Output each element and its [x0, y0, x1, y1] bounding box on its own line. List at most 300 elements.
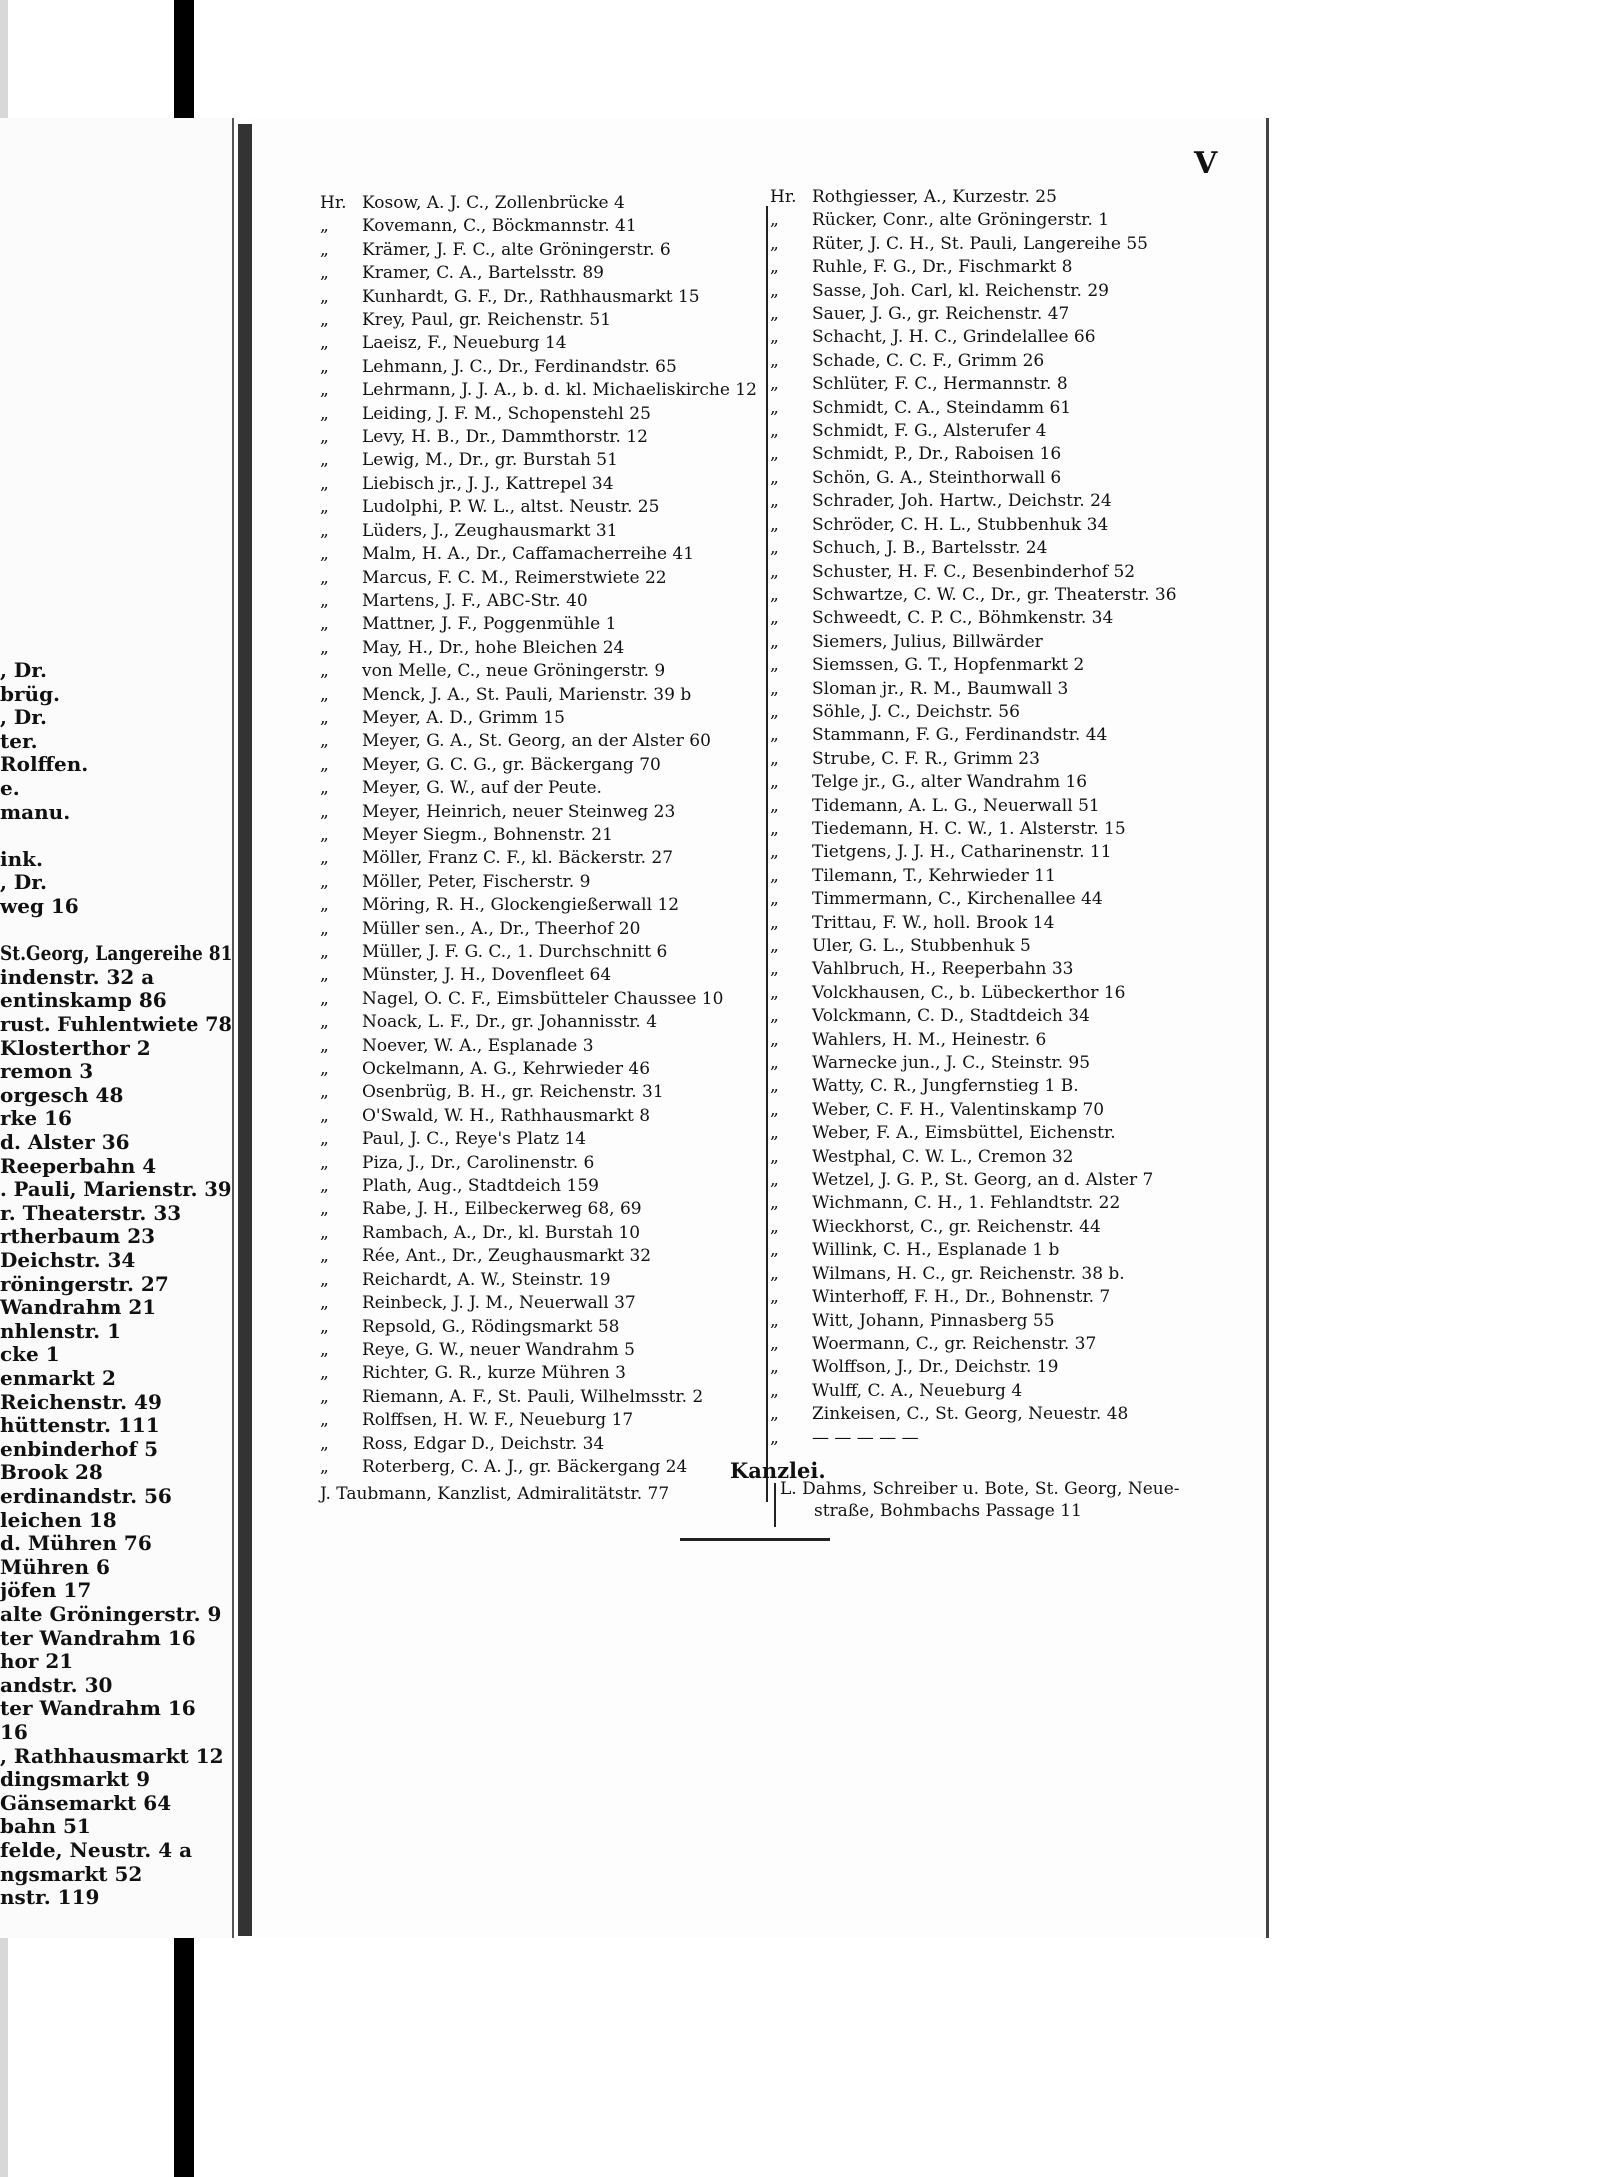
entry-text: Tietgens, J. J. H., Catharinenstr. 11 [812, 842, 1112, 863]
column-divider [766, 206, 768, 1502]
directory-entry [770, 1169, 1470, 1192]
entry-text: Reye, G. W., neuer Wandrahm 5 [362, 1339, 635, 1360]
previous-page-line: Mühren 6 [0, 1554, 110, 1579]
entry-prefix: „ [320, 731, 329, 752]
previous-page-fragment [0, 118, 234, 1938]
directory-entry [770, 1099, 1470, 1122]
previous-page-line: ink. [0, 846, 43, 871]
entry-prefix: „ [320, 590, 329, 611]
previous-page-line: . Pauli, Marienstr. 39 [0, 1177, 232, 1202]
entry-prefix: „ [320, 637, 329, 658]
directory-column-right [770, 186, 1470, 1450]
entry-text: Strube, C. F. R., Grimm 23 [812, 748, 1040, 769]
directory-entry [770, 1146, 1470, 1169]
directory-entry [770, 256, 1470, 279]
entry-text: Repsold, G., Rödingsmarkt 58 [362, 1316, 620, 1337]
previous-page-line: rke 16 [0, 1106, 72, 1131]
entry-prefix: „ [770, 795, 779, 816]
previous-page-line: felde, Neustr. 4 a [0, 1838, 193, 1862]
entry-text: Krämer, J. F. C., alte Gröningerstr. 6 [362, 239, 671, 260]
entry-text: Wilmans, H. C., gr. Reichenstr. 38 b. [812, 1263, 1125, 1284]
entry-text: Wolffson, J., Dr., Deichstr. 19 [812, 1357, 1059, 1378]
entry-prefix: „ [320, 1386, 329, 1407]
entry-text: Warnecke jun., J. C., Steinstr. 95 [812, 1053, 1091, 1074]
entry-prefix: „ [320, 356, 329, 377]
entry-text: Volckmann, C. D., Stadtdeich 34 [812, 1006, 1090, 1027]
previous-page-line: Reichenstr. 49 [0, 1389, 162, 1414]
directory-entry [770, 1005, 1470, 1028]
entry-prefix: „ [770, 561, 779, 582]
entry-prefix: „ [770, 1404, 779, 1425]
entry-text: Schröder, C. H. L., Stubbenhuk 34 [812, 514, 1109, 535]
entry-text: Möller, Peter, Fischerstr. 9 [362, 871, 591, 892]
entry-prefix: „ [320, 1059, 329, 1080]
directory-entry [770, 1310, 1470, 1333]
previous-page-line: cke 1 [0, 1342, 60, 1367]
entry-prefix: „ [770, 1006, 779, 1027]
entry-text: — — — — — [812, 1427, 919, 1448]
kanzlei-entry-right-line1: L. Dahms, Schreiber u. Bote, St. Georg, Neue- [780, 1479, 1180, 1499]
entry-prefix: „ [770, 982, 779, 1003]
entry-prefix: „ [320, 1433, 329, 1454]
kanzlei-entry-left: J. Taubmann, Kanzlist, Admiralitätstr. 77 [320, 1484, 670, 1504]
entry-text: Reinbeck, J. J. M., Neuerwall 37 [362, 1293, 636, 1314]
entry-prefix: „ [320, 1456, 329, 1477]
directory-entry [770, 654, 1470, 677]
entry-prefix: „ [770, 397, 779, 418]
entry-prefix: „ [320, 333, 329, 354]
previous-page-line: röningerstr. 27 [0, 1271, 169, 1296]
directory-entry [770, 771, 1470, 794]
entry-text: Westphal, C. W. L., Cremon 32 [812, 1146, 1074, 1167]
entry-prefix: „ [770, 842, 779, 863]
entry-text: Piza, J., Dr., Carolinenstr. 6 [362, 1152, 595, 1173]
previous-page-line: Wandrahm 21 [0, 1295, 157, 1320]
entry-prefix: „ [770, 1123, 779, 1144]
previous-page-line: brüg. [0, 681, 61, 706]
entry-text: Tidemann, A. L. G., Neuerwall 51 [812, 795, 1100, 816]
directory-entry [770, 865, 1470, 888]
entry-prefix: „ [770, 1216, 779, 1237]
previous-page-line: entinskamp 86 [0, 988, 167, 1013]
directory-entry [770, 1427, 1470, 1450]
binding-bar-top [174, 0, 194, 124]
entry-prefix: „ [320, 1316, 329, 1337]
previous-page-line: e. [0, 776, 20, 800]
entry-text: Marcus, F. C. M., Reimerstwiete 22 [362, 567, 667, 588]
directory-entry [770, 584, 1470, 607]
entry-prefix: „ [770, 1380, 779, 1401]
directory-entry [770, 912, 1470, 935]
entry-text: Meyer, G. A., St. Georg, an der Alster 60 [362, 731, 711, 752]
entry-prefix: „ [320, 1035, 329, 1056]
directory-entry [770, 982, 1470, 1005]
entry-prefix: „ [320, 520, 329, 541]
previous-page-line: erdinandstr. 56 [0, 1484, 172, 1508]
entry-prefix: „ [320, 450, 329, 471]
entry-text: Plath, Aug., Stadtdeich 159 [362, 1176, 599, 1197]
directory-entry [770, 1122, 1470, 1145]
previous-page-line: , Dr. [0, 658, 47, 682]
previous-page-line: St.Georg, Langereihe 81 [0, 941, 233, 966]
directory-entry [770, 724, 1470, 747]
entry-prefix: „ [320, 1129, 329, 1150]
entry-prefix: „ [320, 661, 329, 682]
entry-prefix: „ [770, 1099, 779, 1120]
directory-entry [770, 514, 1470, 537]
previous-page-line: , Rathhausmarkt 12 [0, 1743, 224, 1768]
entry-text: Sasse, Joh. Carl, kl. Reichenstr. 29 [812, 280, 1109, 301]
directory-entry [770, 607, 1470, 630]
entry-prefix: „ [320, 1152, 329, 1173]
entry-text: Mattner, J. F., Poggenmühle 1 [362, 614, 617, 635]
entry-text: Kosow, A. J. C., Zollenbrücke 4 [362, 193, 625, 213]
entry-prefix: „ [770, 701, 779, 722]
directory-entry [770, 678, 1470, 701]
entry-prefix: „ [770, 959, 779, 980]
directory-entry [770, 373, 1470, 396]
entry-text: Wulff, C. A., Neueburg 4 [812, 1380, 1023, 1401]
directory-entry [770, 233, 1470, 256]
entry-text: Volckhausen, C., b. Lübeckerthor 16 [812, 982, 1126, 1003]
entry-text: Menck, J. A., St. Pauli, Marienstr. 39 b [362, 684, 692, 705]
previous-page-line: Gänsemarkt 64 [0, 1790, 172, 1815]
entry-text: Müller sen., A., Dr., Theerhof 20 [362, 918, 641, 939]
entry-text: Nagel, O. C. F., Eimsbütteler Chaussee 10 [362, 988, 724, 1009]
entry-text: Ruhle, F. G., Dr., Fischmarkt 8 [812, 257, 1073, 278]
entry-text: Timmermann, C., Kirchenallee 44 [812, 889, 1103, 910]
entry-prefix: „ [320, 707, 329, 728]
entry-prefix: „ [320, 216, 329, 237]
entry-text: Paul, J. C., Reye's Platz 14 [362, 1129, 587, 1150]
entry-prefix: „ [770, 912, 779, 933]
entry-prefix: „ [320, 1105, 329, 1126]
entry-text: Rücker, Conr., alte Gröningerstr. 1 [812, 210, 1110, 231]
entry-text: Tilemann, T., Kehrwieder 11 [812, 865, 1056, 886]
entry-text: Telge jr., G., alter Wandrahm 16 [812, 772, 1088, 793]
entry-text: Riemann, A. F., St. Pauli, Wilhelmsstr. 2 [362, 1386, 704, 1407]
entry-prefix: „ [770, 1146, 779, 1167]
previous-page-line: Klosterthor 2 [0, 1035, 151, 1060]
entry-text: Roterberg, C. A. J., gr. Bäckergang 24 [362, 1456, 688, 1477]
entry-text: May, H., Dr., hohe Bleichen 24 [362, 637, 625, 658]
entry-text: Schacht, J. H. C., Grindelallee 66 [812, 327, 1096, 348]
directory-entry [770, 209, 1470, 232]
entry-prefix: „ [770, 444, 779, 465]
previous-page-line: remon 3 [0, 1059, 94, 1084]
previous-page-line: r. Theaterstr. 33 [0, 1200, 182, 1225]
entry-prefix: „ [770, 280, 779, 301]
entry-text: Lehmann, J. C., Dr., Ferdinandstr. 65 [362, 356, 677, 377]
entry-prefix: „ [320, 380, 329, 401]
entry-prefix: „ [770, 631, 779, 652]
entry-prefix: „ [320, 895, 329, 916]
directory-entry [770, 186, 1470, 209]
directory-entry [770, 1216, 1470, 1239]
directory-entry [770, 1192, 1470, 1215]
entry-text: Stammann, F. G., Ferdinandstr. 44 [812, 725, 1108, 746]
entry-text: Siemssen, G. T., Hopfenmarkt 2 [812, 655, 1085, 676]
entry-text: Willink, C. H., Esplanade 1 b [812, 1240, 1060, 1261]
directory-entry [770, 935, 1470, 958]
previous-page-line: rust. Fuhlentwiete 78 [0, 1012, 232, 1036]
previous-page-line: ter Wandrahm 16 [0, 1625, 196, 1650]
directory-entry [770, 397, 1470, 420]
entry-text: Sloman jr., R. M., Baumwall 3 [812, 678, 1069, 699]
entry-prefix: „ [770, 304, 779, 325]
directory-entry [770, 326, 1470, 349]
entry-text: Schmidt, P., Dr., Raboisen 16 [812, 444, 1062, 465]
previous-page-line: enbinderhof 5 [0, 1436, 158, 1461]
entry-prefix: „ [320, 801, 329, 822]
entry-text: Müller, J. F. G. C., 1. Durchschnitt 6 [362, 942, 668, 962]
entry-prefix: „ [770, 421, 779, 442]
entry-prefix: „ [320, 310, 329, 331]
entry-prefix: „ [320, 1363, 329, 1384]
entry-prefix: „ [770, 1053, 779, 1074]
entry-prefix: „ [320, 778, 329, 799]
directory-entry [770, 1052, 1470, 1075]
directory-entry [770, 1075, 1470, 1098]
entry-text: Weber, F. A., Eimsbüttel, Eichenstr. [812, 1123, 1116, 1144]
previous-page-line: Rolffen. [0, 752, 89, 777]
entry-prefix: „ [770, 678, 779, 699]
previous-page-line: bahn 51 [0, 1814, 91, 1839]
entry-text: Siemers, Julius, Billwärder [812, 631, 1043, 652]
directory-entry [770, 888, 1470, 911]
directory-entry [770, 1286, 1470, 1309]
entry-text: Wetzel, J. G. P., St. Georg, an d. Alster 7 [812, 1170, 1154, 1191]
entry-prefix: „ [320, 239, 329, 260]
entry-prefix: „ [770, 818, 779, 839]
entry-prefix: „ [770, 608, 779, 629]
entry-text: Watty, C. R., Jungfernstieg 1 B. [812, 1076, 1079, 1097]
previous-page-line: rtherbaum 23 [0, 1224, 156, 1249]
entry-text: Weber, C. F. H., Valentinskamp 70 [812, 1099, 1105, 1120]
entry-prefix: Hr. [770, 187, 797, 207]
entry-text: Kunhardt, G. F., Dr., Rathhausmarkt 15 [362, 286, 700, 307]
directory-entry [770, 958, 1470, 981]
entry-text: Schrader, Joh. Hartw., Deichstr. 24 [812, 491, 1112, 512]
directory-entry [770, 490, 1470, 513]
directory-entry [770, 1403, 1470, 1426]
directory-entry [770, 631, 1470, 654]
entry-prefix: „ [320, 1082, 329, 1103]
entry-prefix: „ [770, 865, 779, 886]
entry-prefix: „ [320, 684, 329, 705]
entry-prefix: „ [320, 403, 329, 424]
entry-text: Levy, H. B., Dr., Dammthorstr. 12 [362, 427, 648, 448]
entry-prefix: „ [770, 725, 779, 746]
previous-page-line: andstr. 30 [0, 1672, 113, 1697]
entry-text: Meyer, Heinrich, neuer Steinweg 23 [362, 801, 676, 822]
previous-page-line: jöfen 17 [0, 1578, 92, 1603]
entry-text: Rée, Ant., Dr., Zeughausmarkt 32 [362, 1246, 652, 1267]
previous-page-line: indenstr. 32 a [0, 964, 155, 989]
entry-prefix: „ [320, 848, 329, 869]
kanzlei-entry-right-line2: straße, Bohmbachs Passage 11 [814, 1501, 1082, 1521]
entry-prefix: „ [320, 263, 329, 284]
entry-prefix: „ [320, 544, 329, 565]
previous-page-line: alte Gröningerstr. 9 [0, 1602, 222, 1626]
entry-text: Kramer, C. A., Bartelsstr. 89 [362, 263, 604, 284]
entry-prefix: „ [320, 614, 329, 635]
entry-text: Leiding, J. F. M., Schopenstehl 25 [362, 403, 651, 424]
entry-text: Lehrmann, J. J. A., b. d. kl. Michaeliskirche 12 [362, 380, 757, 401]
entry-prefix: „ [320, 942, 329, 962]
entry-text: Ross, Edgar D., Deichstr. 34 [362, 1433, 605, 1454]
entry-prefix: „ [320, 1410, 329, 1431]
entry-prefix: „ [770, 467, 779, 488]
previous-page-line: d. Mühren 76 [0, 1531, 152, 1556]
entry-text: Trittau, F. W., holl. Brook 14 [812, 912, 1055, 933]
entry-text: Meyer, G. W., auf der Peute. [362, 778, 602, 799]
previous-page-line: manu. [0, 799, 71, 824]
entry-prefix: „ [770, 257, 779, 278]
entry-text: Reichardt, A. W., Steinstr. 19 [362, 1269, 611, 1290]
directory-entry [770, 561, 1470, 584]
entry-prefix: „ [770, 1029, 779, 1050]
directory-entry [770, 1239, 1470, 1262]
entry-prefix: „ [320, 497, 329, 518]
entry-text: Ockelmann, A. G., Kehrwieder 46 [362, 1059, 651, 1080]
entry-text: Lüders, J., Zeughausmarkt 31 [362, 520, 618, 541]
entry-prefix: „ [320, 1293, 329, 1314]
entry-prefix: „ [770, 1357, 779, 1378]
entry-prefix: „ [320, 988, 329, 1009]
entry-prefix: „ [770, 210, 779, 231]
entry-text: Krey, Paul, gr. Reichenstr. 51 [362, 310, 612, 331]
entry-prefix: „ [770, 748, 779, 769]
entry-prefix: „ [320, 567, 329, 588]
directory-entry [770, 841, 1470, 864]
previous-page-line: dingsmarkt 9 [0, 1767, 150, 1792]
entry-text: Osenbrüg, B. H., gr. Reichenstr. 31 [362, 1082, 664, 1103]
directory-entry [770, 1356, 1470, 1379]
kanzlei-divider [774, 1483, 776, 1527]
entry-text: Woermann, C., gr. Reichenstr. 37 [812, 1333, 1097, 1354]
previous-page-line: enmarkt 2 [0, 1366, 116, 1390]
entry-text: Malm, H. A., Dr., Caffamacherreihe 41 [362, 544, 695, 565]
directory-entry [770, 467, 1470, 490]
entry-text: Wieckhorst, C., gr. Reichenstr. 44 [812, 1216, 1101, 1237]
closing-rule [680, 1538, 830, 1541]
entry-prefix: „ [770, 889, 779, 910]
entry-prefix: „ [770, 538, 779, 559]
entry-text: Zinkeisen, C., St. Georg, Neuestr. 48 [812, 1404, 1129, 1425]
entry-prefix: „ [770, 772, 779, 793]
previous-page-line: weg 16 [0, 894, 79, 918]
directory-entry [770, 818, 1470, 841]
entry-text: Rüter, J. C. H., St. Pauli, Langereihe 55 [812, 233, 1148, 254]
entry-prefix: „ [320, 1269, 329, 1290]
entry-text: Schuch, J. B., Bartelsstr. 24 [812, 538, 1048, 559]
directory-entry [770, 701, 1470, 724]
entry-text: Schön, G. A., Steinthorwall 6 [812, 467, 1062, 488]
entry-text: Rabe, J. H., Eilbeckerweg 68, 69 [362, 1199, 642, 1220]
entry-prefix: „ [320, 473, 329, 494]
directory-entry [770, 795, 1470, 818]
entry-prefix: „ [770, 233, 779, 254]
entry-text: von Melle, C., neue Gröningerstr. 9 [362, 661, 666, 682]
entry-prefix: Hr. [320, 193, 347, 213]
entry-text: Wahlers, H. M., Heinestr. 6 [812, 1029, 1047, 1050]
entry-prefix: „ [770, 1287, 779, 1308]
entry-text: Rolffsen, H. W. F., Neueburg 17 [362, 1410, 634, 1431]
entry-prefix: „ [320, 427, 329, 448]
entry-text: Martens, J. F., ABC-Str. 40 [362, 590, 588, 611]
entry-prefix: „ [770, 1333, 779, 1354]
entry-text: Vahlbruch, H., Reeperbahn 33 [812, 959, 1074, 980]
entry-text: Liebisch jr., J. J., Kattrepel 34 [362, 473, 614, 494]
previous-page-line: Deichstr. 34 [0, 1248, 136, 1272]
entry-prefix: „ [320, 1339, 329, 1360]
entry-text: Schweedt, C. P. C., Böhmkenstr. 34 [812, 608, 1114, 629]
entry-prefix: „ [770, 1427, 779, 1448]
directory-entry [770, 420, 1470, 443]
previous-page-line: orgesch 48 [0, 1082, 124, 1107]
entry-text: Schade, C. C. F., Grimm 26 [812, 350, 1045, 371]
entry-prefix: „ [320, 1246, 329, 1267]
entry-prefix: „ [770, 514, 779, 535]
previous-page-line: nhlenstr. 1 [0, 1318, 121, 1343]
directory-entry [770, 280, 1470, 303]
entry-prefix: „ [770, 1263, 779, 1284]
kanzlei-heading: Kanzlei. [730, 1458, 826, 1483]
directory-entry [770, 1029, 1470, 1052]
directory-entry [770, 1380, 1470, 1403]
entry-text: Rothgiesser, A., Kurzestr. 25 [812, 187, 1057, 207]
entry-text: Meyer, A. D., Grimm 15 [362, 707, 565, 728]
entry-prefix: „ [320, 754, 329, 775]
entry-text: Ludolphi, P. W. L., altst. Neustr. 25 [362, 497, 660, 518]
entry-text: Schuster, H. F. C., Besenbinderhof 52 [812, 561, 1136, 582]
previous-page-line: , Dr. [0, 705, 47, 730]
entry-prefix: „ [320, 918, 329, 939]
directory-entry [770, 350, 1470, 373]
directory-entry [320, 1456, 1010, 1479]
entry-text: Wichmann, C. H., 1. Fehlandtstr. 22 [812, 1193, 1121, 1214]
entry-text: Möring, R. H., Glockengießerwall 12 [362, 895, 680, 916]
entry-text: Schwartze, C. W. C., Dr., gr. Theaterstr. 36 [812, 584, 1177, 605]
entry-text: Sauer, J. G., gr. Reichenstr. 47 [812, 304, 1070, 325]
entry-prefix: „ [770, 936, 779, 956]
entry-prefix: „ [770, 1193, 779, 1214]
entry-text: Laeisz, F., Neueburg 14 [362, 333, 567, 354]
previous-page-line: Brook 28 [0, 1460, 103, 1485]
entry-prefix: „ [320, 1176, 329, 1197]
entry-prefix: „ [320, 286, 329, 307]
directory-entry [770, 748, 1470, 771]
entry-prefix: „ [320, 871, 329, 892]
entry-prefix: „ [320, 1199, 329, 1220]
binding-bar-bottom [174, 1936, 194, 2177]
page-number: V [1194, 146, 1218, 181]
entry-text: Schlüter, F. C., Hermannstr. 8 [812, 374, 1068, 395]
entry-text: O'Swald, W. H., Rathhausmarkt 8 [362, 1105, 651, 1126]
previous-page-line: 16 [0, 1720, 28, 1744]
entry-text: Noever, W. A., Esplanade 3 [362, 1035, 594, 1056]
entry-prefix: „ [320, 1222, 329, 1243]
entry-text: Richter, G. R., kurze Mühren 3 [362, 1363, 626, 1384]
entry-text: Witt, Johann, Pinnasberg 55 [812, 1310, 1055, 1331]
previous-page-line: leichen 18 [0, 1507, 117, 1532]
kanzlei-entry-right [780, 1478, 1180, 1522]
entry-text: Meyer, G. C. G., gr. Bäckergang 70 [362, 754, 661, 775]
entry-text: Lewig, M., Dr., gr. Burstah 51 [362, 450, 618, 471]
previous-page-line: ter. [0, 728, 38, 753]
entry-prefix: „ [770, 350, 779, 371]
